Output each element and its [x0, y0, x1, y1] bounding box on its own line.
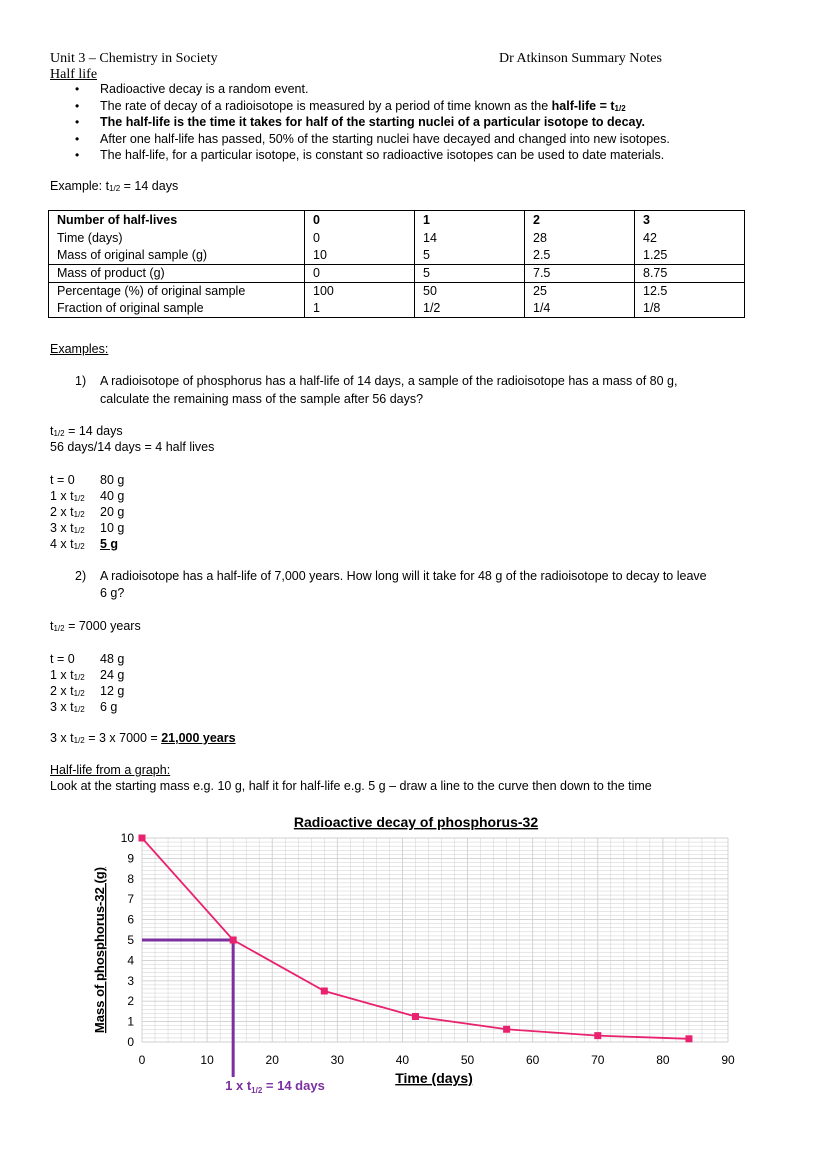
table-cell: Mass of product (g): [49, 265, 305, 283]
table-cell: 8.75: [635, 265, 745, 283]
x-tick-label: 10: [200, 1053, 214, 1067]
y-tick-label: 2: [127, 994, 134, 1009]
data-point: [503, 1026, 510, 1033]
table-cell: Time (days): [49, 230, 305, 247]
q2-text-line2: 6 g?: [100, 586, 125, 600]
y-tick-label: 10: [120, 831, 134, 845]
q1-steps: [50, 472, 124, 552]
q2-work1: $t_{1/2} = 7000$ years: [50, 619, 141, 633]
x-tick-label: 90: [721, 1053, 735, 1067]
data-point: [412, 1013, 419, 1020]
work-step: t = 0 48 g: [50, 652, 125, 666]
unit-title: Unit 3 – Chemistry in Society: [50, 51, 218, 66]
table-cell: Mass of original sample (g): [49, 247, 305, 265]
example-line: Example: $t_{1/2} = 14$ days: [50, 179, 179, 193]
table-row: [49, 300, 745, 318]
graph-heading: Half-life from a graph:: [50, 763, 171, 777]
table-cell: 0: [305, 265, 415, 283]
work-step: t = 0 80 g: [50, 473, 125, 487]
half-life-annotation: 1 x $t_{1/2} = 14$ days: [225, 1078, 325, 1095]
table-row: [49, 230, 745, 247]
table-cell: 1/8: [635, 300, 745, 318]
section-title: Half life: [50, 67, 98, 82]
y-tick-label: 6: [127, 912, 134, 927]
table-cell: 14: [415, 230, 525, 247]
work-step: 1 x $t_{1/2}$ 40 g: [50, 489, 125, 503]
data-point: [139, 835, 146, 842]
table-cell: 0: [305, 211, 415, 231]
data-point: [594, 1032, 601, 1039]
half-life-guide: [142, 940, 233, 1077]
q2-steps: [50, 651, 124, 715]
table-row: [49, 247, 745, 265]
table-row: [49, 211, 745, 231]
table-cell: 1.25: [635, 247, 745, 265]
work-step: 2 x $t_{1/2}$ 12 g: [50, 684, 125, 698]
author: Dr Atkinson Summary Notes: [499, 51, 662, 66]
table-cell: 5: [415, 265, 525, 283]
x-axis-label: Time (days): [395, 1070, 473, 1086]
bullet-item: • After one half-life has passed, 50% of the starting nuclei have decayed and changed into new isotopes.: [62, 131, 670, 148]
table-row: [49, 265, 745, 283]
x-tick-label: 20: [265, 1053, 279, 1067]
y-tick-label: 7: [127, 892, 134, 907]
half-life-table: [48, 210, 745, 318]
x-tick-label: 70: [591, 1053, 605, 1067]
x-tick-label: 50: [460, 1053, 475, 1067]
table-cell: 25: [525, 283, 635, 301]
bullet-item: • Radioactive decay is a random event.: [62, 81, 670, 98]
table-cell: 0: [305, 230, 415, 247]
table-cell: 42: [635, 230, 745, 247]
table-cell: 1: [305, 300, 415, 318]
q1-number: 1): [75, 374, 87, 388]
y-tick-label: 1: [127, 1014, 134, 1029]
table-row: [49, 283, 745, 301]
table-cell: 1: [415, 211, 525, 231]
q1-work2: 56 days/14 days = 4 half lives: [50, 440, 215, 454]
table-cell: 1/4: [525, 300, 635, 318]
bullet-list: [62, 81, 670, 164]
data-point: [230, 937, 237, 944]
table-cell: 2.5: [525, 247, 635, 265]
work-step: 3 x $t_{1/2}$ 6 g: [50, 700, 118, 714]
q1-work1: $t_{1/2} = 14$ days: [50, 424, 123, 438]
y-tick-label: 3: [127, 973, 134, 988]
graph-description: Look at the starting mass e.g. 10 g, half it for half-life e.g. 5 g – draw a line to the curve then down to the time: [50, 779, 652, 793]
q2-number: 2): [75, 569, 87, 583]
bullet-item: • The half-life, for a particular isotope, is constant so radioactive isotopes can be used to date materials.: [62, 147, 670, 164]
x-tick-label: 0: [138, 1053, 146, 1067]
x-tick-label: 30: [330, 1053, 345, 1067]
q2-text-line1: A radioisotope has a half-life of 7,000 years. How long will it take for 48 g of the radioisotope to decay to leave: [100, 569, 707, 583]
data-point: [685, 1035, 692, 1042]
y-tick-label: 4: [127, 953, 134, 968]
table-cell: 12.5: [635, 283, 745, 301]
x-tick-label: 60: [525, 1053, 540, 1067]
bullet-item: • The rate of decay of a radioisotope is measured by a period of time known as the half-life = $t_{1/2}$: [62, 98, 670, 115]
table-cell: 1/2: [415, 300, 525, 318]
y-tick-label: 0: [127, 1035, 134, 1049]
table-cell: Number of half-lives: [49, 211, 305, 231]
table-cell: 100: [305, 283, 415, 301]
y-tick-label: 8: [127, 871, 134, 886]
table-cell: Percentage (%) of original sample: [49, 283, 305, 301]
q1-text-line2: calculate the remaining mass of the sample after 56 days?: [100, 392, 424, 406]
table-cell: 10: [305, 247, 415, 265]
x-tick-label: 40: [395, 1053, 410, 1067]
work-step: 1 x $t_{1/2}$ 24 g: [50, 668, 125, 682]
work-step: 3 x $t_{1/2}$ 10 g: [50, 521, 125, 535]
work-step: 4 x $t_{1/2}$ 5 g: [50, 537, 119, 551]
bullet-item: • The half-life is the time it takes for half of the starting nuclei of a particular isotope to decay.: [62, 114, 670, 131]
decay-curve: [142, 838, 689, 1039]
data-point: [321, 988, 328, 995]
table-cell: 2: [525, 211, 635, 231]
table-cell: 7.5: [525, 265, 635, 283]
y-axis-label: Mass of phosphorus-32 (g): [92, 866, 107, 1034]
q1-text-line1: A radioisotope of phosphorus has a half-life of 14 days, a sample of the radioisotope has a mass of 80 g,: [100, 374, 678, 388]
table-cell: 28: [525, 230, 635, 247]
x-tick-label: 80: [656, 1053, 670, 1067]
table-cell: Fraction of original sample: [49, 300, 305, 318]
examples-heading: Examples:: [50, 342, 109, 356]
table-cell: 3: [635, 211, 745, 231]
table-cell: 50: [415, 283, 525, 301]
y-tick-label: 5: [127, 933, 134, 947]
chart-title: Radioactive decay of phosphorus-32: [293, 814, 539, 830]
work-step: 2 x $t_{1/2}$ 20 g: [50, 505, 125, 519]
q2-answer: 3 x $t_{1/2} = 3$ x 7000 = 21,000 years: [50, 731, 236, 745]
y-tick-label: 9: [127, 851, 134, 866]
table-cell: 5: [415, 247, 525, 265]
